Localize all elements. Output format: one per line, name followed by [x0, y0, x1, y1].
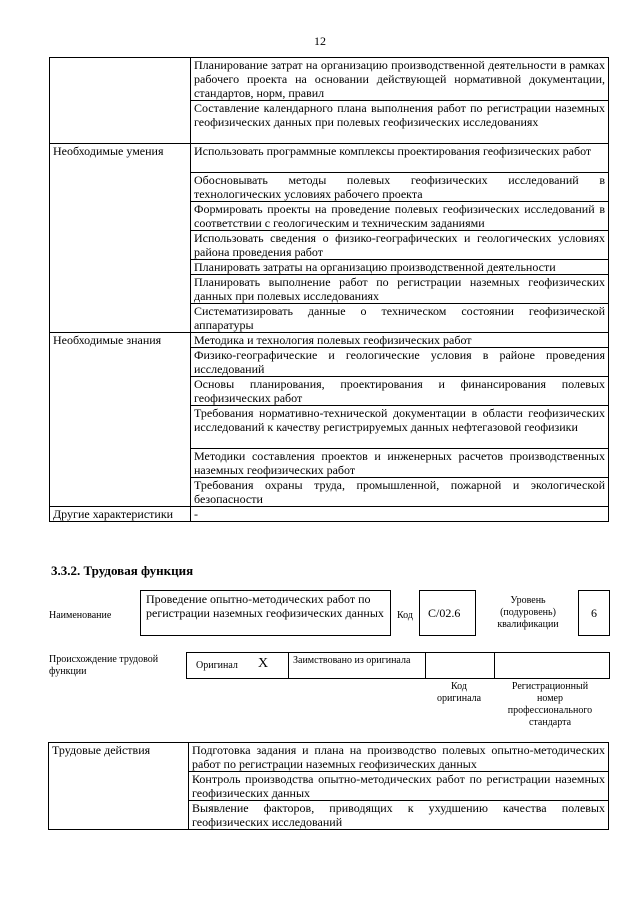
knowledge-label: Необходимые знания	[50, 333, 191, 507]
original-mark: X	[258, 656, 269, 671]
code-label: Код	[397, 610, 413, 621]
table-cell: Методики составления проектов и инженерных расчетов производственных наземных геофизических работ	[191, 449, 609, 478]
function-name-box: Проведение опытно-методических работ по регистрации наземных геофизических данных	[140, 590, 391, 636]
code-value-box: C/02.6	[419, 590, 476, 636]
labor-actions-label: Трудовые действия	[49, 743, 189, 830]
table-cell: Основы планирования, проектирования и финансирования полевых геофизических работ	[191, 377, 609, 406]
divider	[425, 652, 426, 679]
table-row	[50, 333, 609, 348]
reg-caption: Регистрационный номер профессионального стандарта	[507, 681, 593, 728]
table-cell: Планировать затраты на организацию производственной деятельности	[191, 260, 609, 275]
table-row	[50, 507, 609, 522]
skills-label: Необходимые умения	[50, 144, 191, 333]
table-row	[50, 144, 609, 173]
table-cell: Формировать проекты на проведение полевых геофизических исследований в соответствии с геологическим и техническим заданиями	[191, 202, 609, 231]
divider	[494, 652, 495, 679]
name-label: Наименование	[49, 610, 112, 621]
borrowed-label: Заимствовано из оригинала	[293, 655, 411, 666]
table-cell: -	[191, 507, 609, 522]
section-title: 3.3.2. Трудовая функция	[51, 563, 194, 578]
table-cell: Контроль производства опытно-методических работ по регистрации наземных геофизических данных	[189, 772, 609, 801]
table-cell: Планировать выполнение работ по регистрации наземных геофизических данных при полевых исследованиях	[191, 275, 609, 304]
table-cell: Требования нормативно-технической документации в области геофизических исследований к качеству регистрируемых данных нефтегазовой геофизики	[191, 406, 609, 449]
table-cell: Подготовка задания и плана на производство полевых опытно-методических работ по регистрации наземных геофизических данных	[189, 743, 609, 772]
table-row	[50, 58, 609, 101]
table-cell: Использовать программные комплексы проектирования геофизических работ	[191, 144, 609, 173]
labor-actions-table	[48, 742, 609, 830]
code-caption: Код оригинала	[436, 681, 482, 704]
empty-label-cell	[50, 58, 191, 144]
original-label: Оригинал	[196, 660, 238, 671]
table-cell: Систематизировать данные о техническом состоянии геофизической аппаратуры	[191, 304, 609, 333]
table-cell: Составление календарного плана выполнения работ по регистрации наземных геофизических данных при полевых геофизических исследованиях	[191, 101, 609, 144]
other-label: Другие характеристики	[50, 507, 191, 522]
divider	[288, 652, 289, 679]
table-row	[49, 743, 609, 772]
origin-label: Происхождение трудовой функции	[49, 654, 159, 677]
table-cell: Планирование затрат на организацию производственной деятельности в рамках рабочего проекта на основании действующей нормативной документации, стандартов, норм, правил	[191, 58, 609, 101]
page-number: 12	[314, 34, 326, 48]
table-cell: Обосновывать методы полевых геофизических исследований в технологических условиях рабочего проекта	[191, 173, 609, 202]
competency-table	[49, 57, 609, 522]
table-cell: Использовать сведения о физико-географических и геологических условиях района проведения работ	[191, 231, 609, 260]
table-cell: Физико-географические и геологические условия в районе проведения исследований	[191, 348, 609, 377]
level-value-box: 6	[578, 590, 610, 636]
table-cell: Требования охраны труда, промышленной, пожарной и экологической безопасности	[191, 478, 609, 507]
table-cell: Методика и технология полевых геофизических работ	[191, 333, 609, 348]
table-cell: Выявление факторов, приводящих к ухудшению качества полевых геофизических исследований	[189, 801, 609, 830]
level-label: Уровень (подуровень) квалификации	[497, 595, 559, 630]
